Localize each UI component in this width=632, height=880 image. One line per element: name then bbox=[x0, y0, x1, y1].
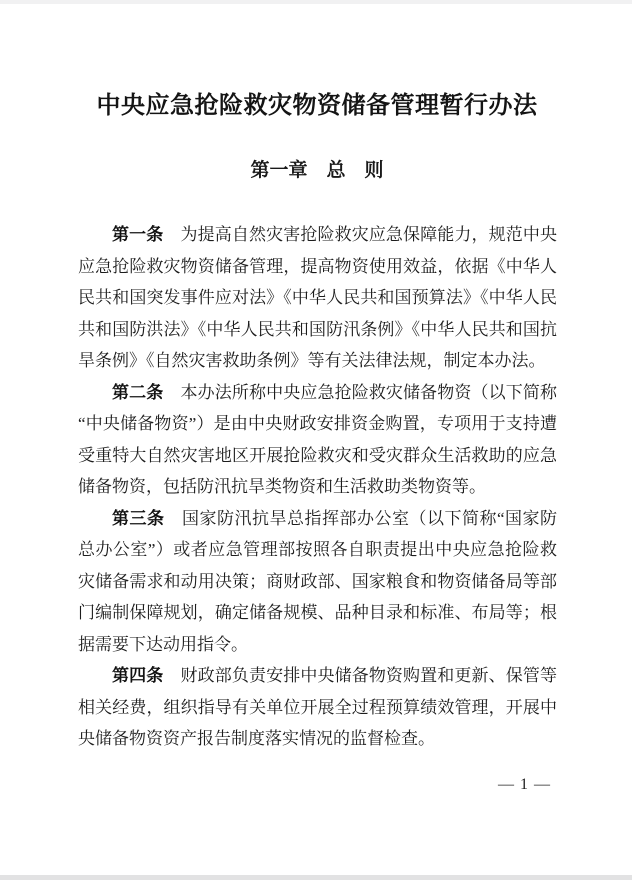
article-paragraph: 第二条 本办法所称中央应急抢险救灾储备物资（以下简称“中央储备物资”）是由中央财政安排资金购置，专项用于支持遭受重特大自然灾害地区开展抢险救灾和受灾群众生活救助的应急储备物资，包括防汛抗旱类物资和生活救助类物资等。 bbox=[78, 382, 558, 496]
scan-edge-bottom bbox=[0, 875, 632, 880]
article-paragraph: 第三条 国家防汛抗旱总指挥部办公室（以下简称“国家防总办公室”）或者应急管理部按照各自职责提出中央应急抢险救灾储备需求和动用决策；商财政部、国家粮食和物资储备局等部门编制保障规划，确定储备规模、品种目录和标准、布局等；根据需要下达动用指令。 bbox=[78, 508, 558, 654]
scan-edge-top bbox=[0, 0, 632, 4]
article-label: 第四条 bbox=[112, 666, 164, 685]
document-body bbox=[78, 219, 557, 755]
page-number: — 1 — bbox=[498, 776, 551, 793]
article-label: 第二条 bbox=[112, 382, 164, 402]
chapter-heading: 第一章 总 则 bbox=[250, 160, 384, 181]
article-label: 第一条 bbox=[112, 225, 164, 244]
document-title: 中央应急抢险救灾物资储备管理暂行办法 bbox=[96, 93, 538, 119]
article-label: 第三条 bbox=[112, 508, 165, 528]
article-paragraph: 第一条 为提高自然灾害抢险救灾应急保障能力，规范中央应急抢险救灾物资储备管理，提高物资使用效益，依据《中华人民共和国突发事件应对法》《中华人民共和国预算法》《中华人民共和国防洪法》《中华人民共和国防汛条例》《中华人民共和国抗旱条例》《自然灾害救助条例》等有关法律法规，制定本办法。 bbox=[78, 225, 558, 370]
article-paragraph: 第四条 财政部负责安排中央储备物资购置和更新、保管等相关经费，组织指导有关单位开展全过程预算绩效管理，开展中央储备物资资产报告制度落实情况的监督检查。 bbox=[78, 666, 558, 748]
